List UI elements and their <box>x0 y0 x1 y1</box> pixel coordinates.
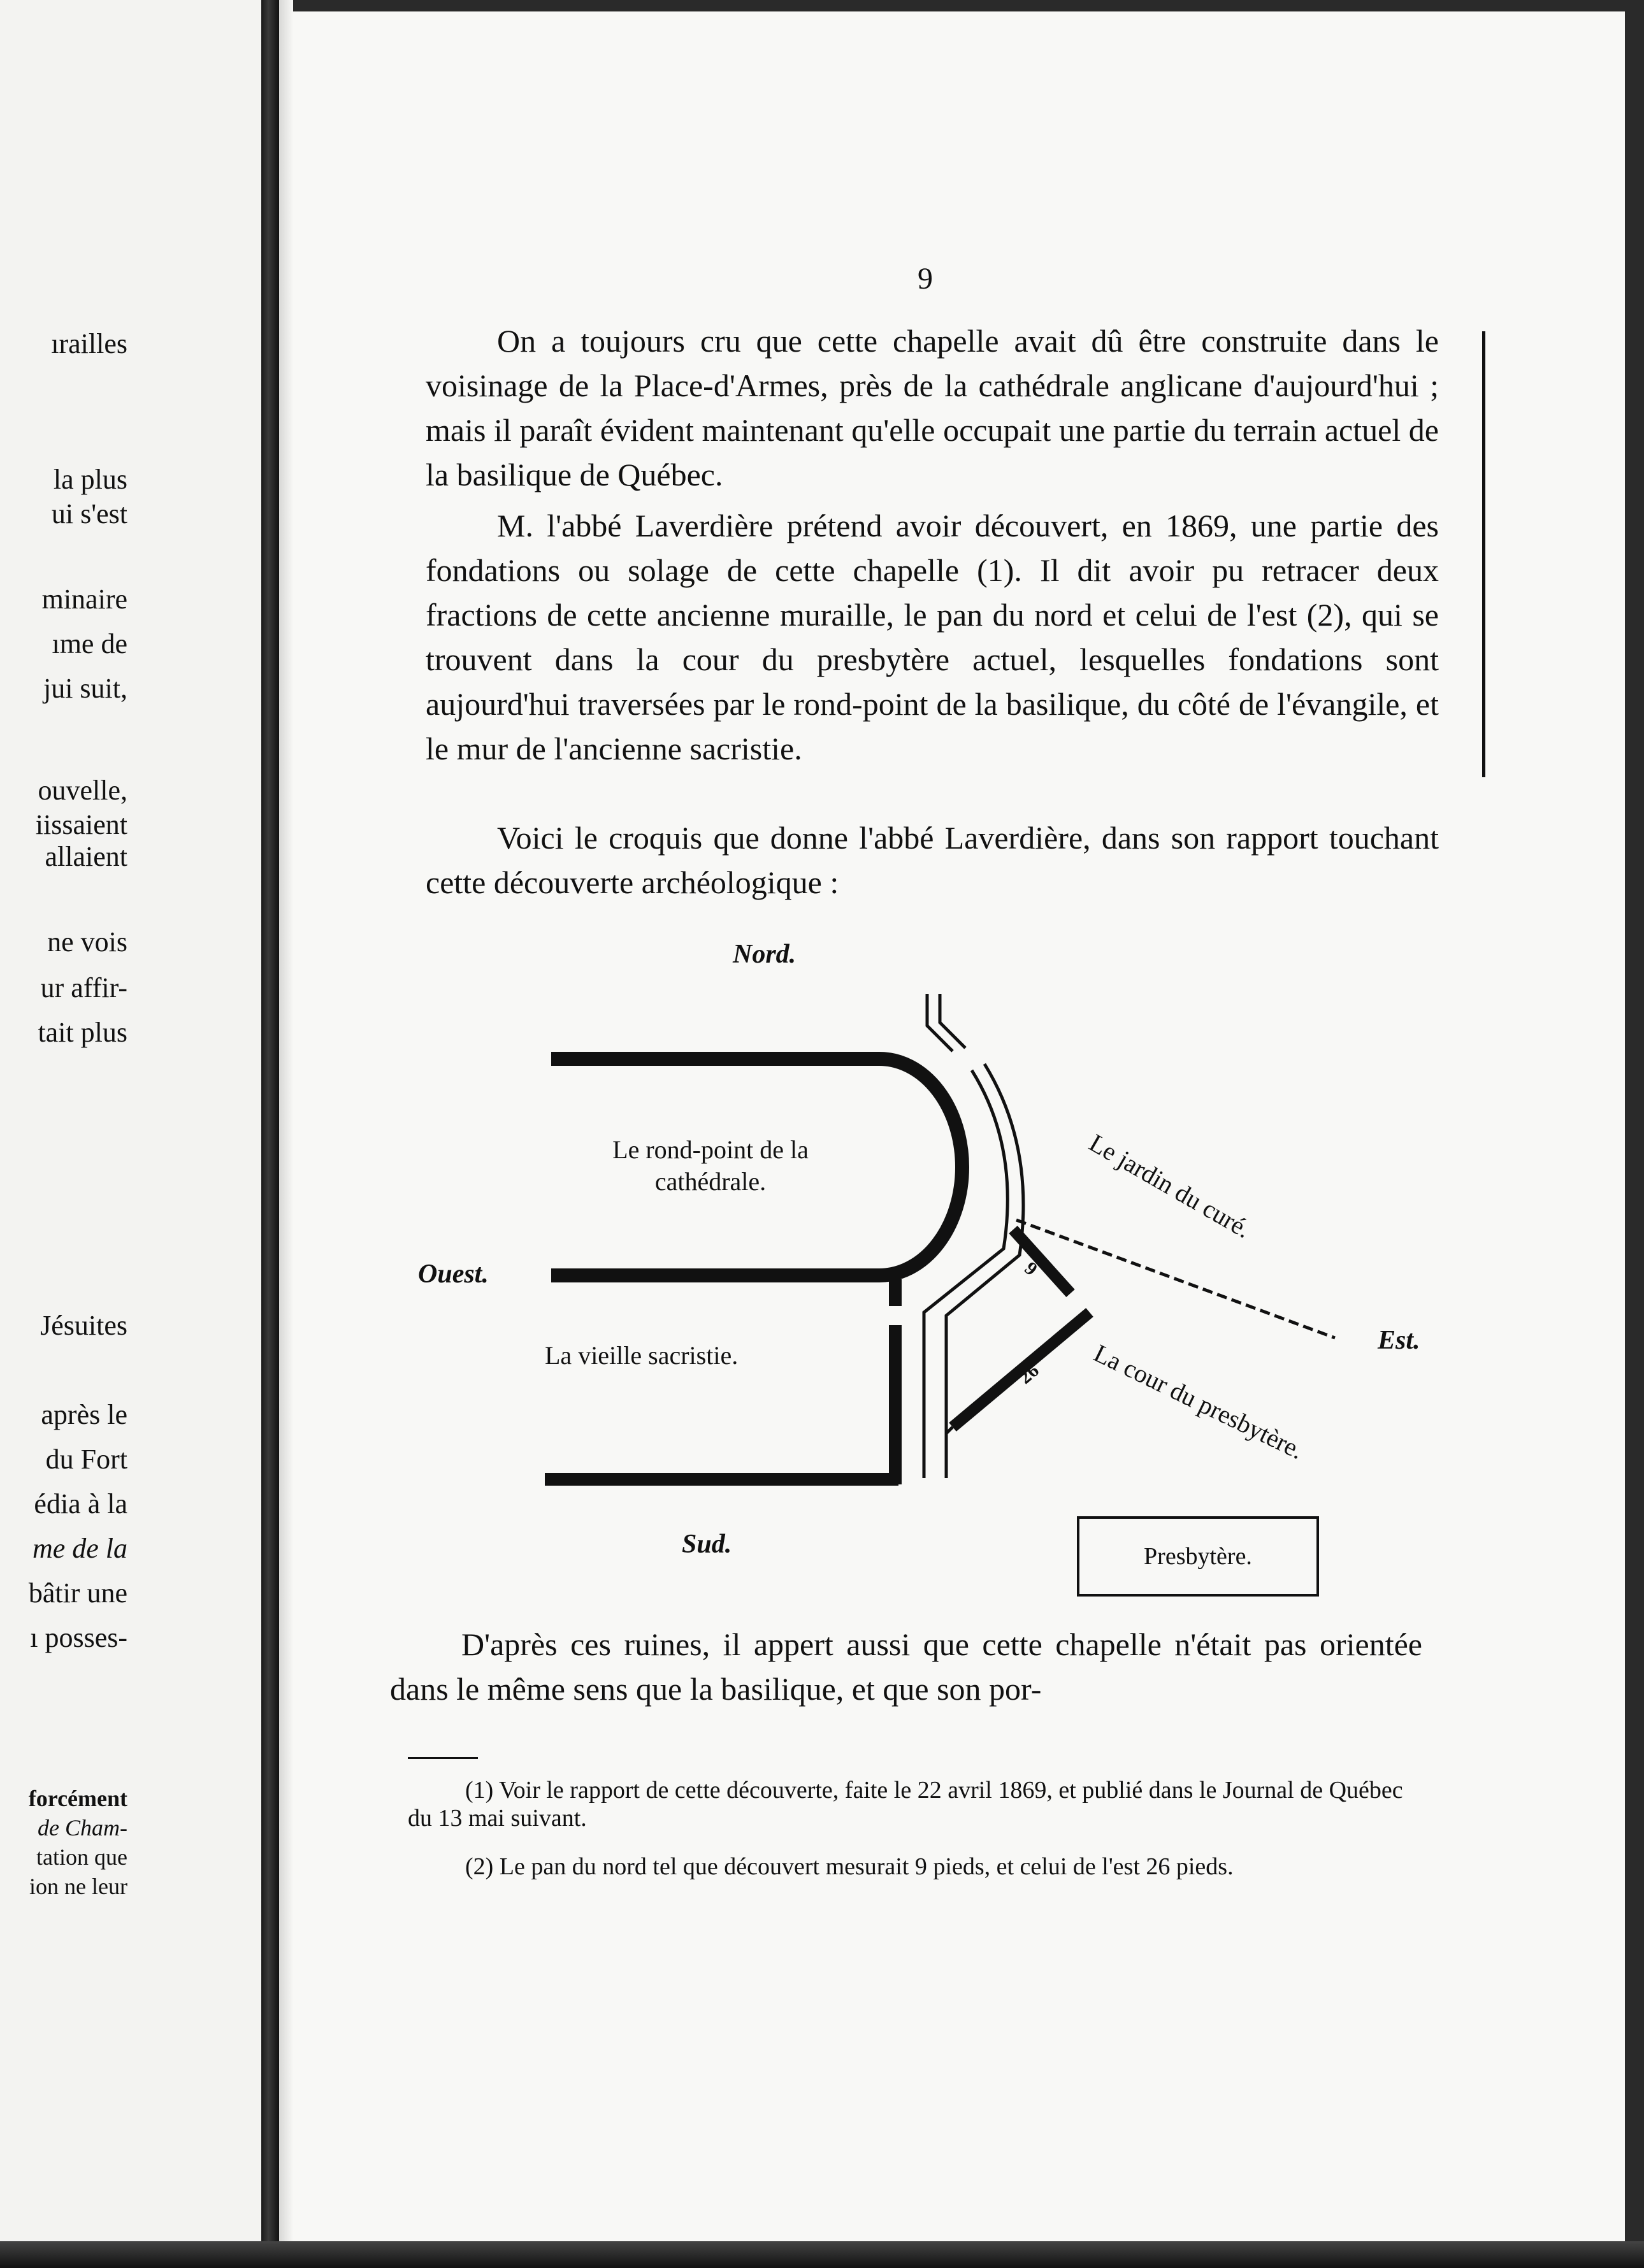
paragraph-1: On a toujours cru que cette chapelle avait dû être construite dans le voisinage de la Place-d'Armes, près de la cathédrale anglicane d'aujourd'hui ; mais il paraît évident maintenant qu'elle occupait une partie du terrain actuel de la basilique de Québec. <box>426 323 1439 492</box>
alley-line-inner <box>940 994 965 1048</box>
left-fragment: bâtir une <box>28 1577 127 1609</box>
left-fragment: ı posses- <box>30 1622 127 1653</box>
label-cour-du-presbytere: La cour du presbytère. <box>1089 1338 1308 1465</box>
label-jardin-du-cure: Le jardin du curé. <box>1085 1128 1256 1244</box>
label-twenty-six-feet: 26 <box>1014 1360 1043 1388</box>
left-fragment: de Cham- <box>38 1815 127 1841</box>
label-rond-point-line2: cathédrale. <box>654 1167 767 1196</box>
left-fragment: iissaient <box>35 809 127 840</box>
label-nine-feet: 9 <box>1020 1258 1042 1281</box>
paragraph-2: M. l'abbé Laverdière prétend avoir découvert, en 1869, une partie des fondations ou solage de cette chapelle (1). Il dit avoir pu retracer deux fractions de cette ancienne muraille, le pan du nord et celui de l'est (2), qui se trouvent dans la cour du presbytère actuel, lesquelles fondations sont aujourd'hui traversées par le rond-point de la basilique, du côté de l'évangile, et le mur de l'ancienne sacristie. <box>426 508 1439 766</box>
left-fragment: me de la <box>32 1533 127 1564</box>
left-fragment: ouvelle, <box>38 775 127 806</box>
left-fragment: ur affir- <box>40 972 127 1003</box>
label-east: Est. <box>1378 1326 1420 1355</box>
page-bottom-edge <box>0 2241 1644 2268</box>
page-number: 9 <box>918 262 933 296</box>
label-rond-point-line1: Le rond-point de la <box>612 1135 809 1164</box>
left-fragment: Jésuites <box>40 1310 127 1341</box>
footnote-rule <box>408 1757 478 1759</box>
left-fragment: ıme de <box>52 628 127 659</box>
label-vieille-sacristie: La vieille sacristie. <box>545 1341 739 1370</box>
footnote-1: (1) Voir le rapport de cette découverte, faite le 22 avril 1869, et publié dans le Journal de Québec du 13 mai suivant. <box>408 1777 1403 1832</box>
left-fragment: jui suit, <box>43 673 127 704</box>
left-fragment: ne vois <box>47 926 127 958</box>
left-fragment: édia à la <box>34 1488 127 1519</box>
presbytere-label: Presbytère. <box>1144 1543 1252 1570</box>
left-fragment: ui s'est <box>51 498 127 529</box>
label-rond-point <box>589 1134 832 1198</box>
label-south: Sud. <box>682 1530 732 1559</box>
label-north: Nord. <box>733 940 797 969</box>
label-west: Ouest. <box>418 1260 489 1289</box>
left-fragment: ırailles <box>51 328 127 359</box>
paragraph-3: Voici le croquis que donne l'abbé Laverdière, dans son rapport touchant cette découverte archéologique : <box>426 820 1439 900</box>
left-fragment: allaient <box>45 841 127 872</box>
left-fragment: après le <box>41 1399 127 1430</box>
left-fragment: tait plus <box>38 1017 127 1048</box>
left-fragment: ion ne leur <box>29 1874 127 1899</box>
presbytere-box <box>1077 1516 1319 1597</box>
left-fragment: du Fort <box>45 1444 127 1475</box>
footnote-2: (2) Le pan du nord tel que découvert mesurait 9 pieds, et celui de l'est 26 pieds. <box>465 1853 1234 1880</box>
left-fragment: la plus <box>53 464 127 495</box>
left-fragment: forcément <box>28 1786 127 1811</box>
left-fragment: tation que <box>36 1844 127 1870</box>
paragraph-4: D'après ces ruines, il appert aussi que cette chapelle n'était pas orientée dans le même sens que la basilique, et que son por- <box>390 1626 1422 1707</box>
left-fragment: minaire <box>41 584 127 615</box>
chapel-north-wall <box>1013 1230 1071 1293</box>
